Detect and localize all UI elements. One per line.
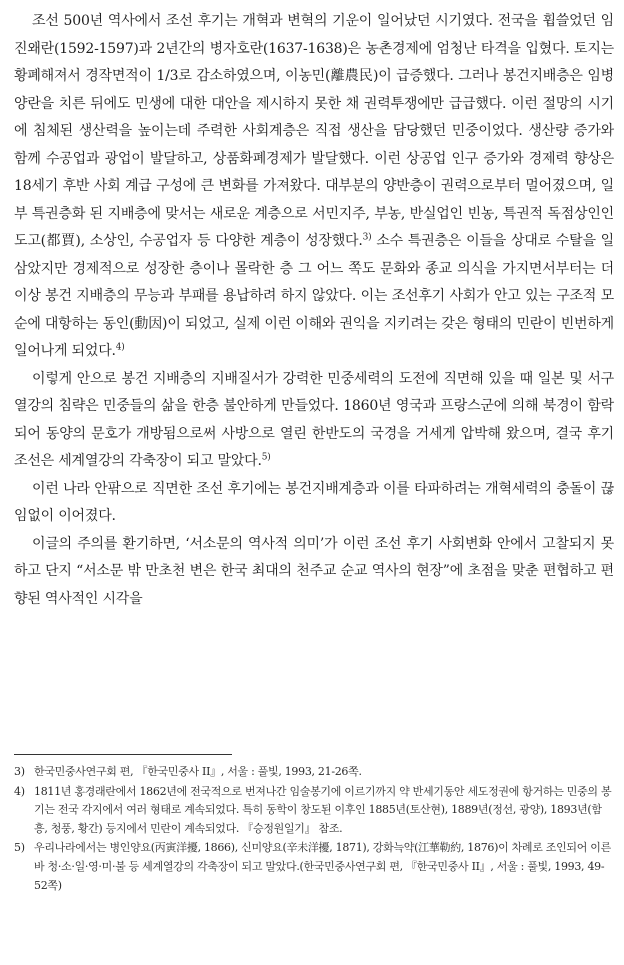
footnote-number: 5) bbox=[14, 841, 25, 855]
paragraph-1 bbox=[14, 8, 614, 366]
footnote-3 bbox=[14, 763, 612, 782]
paragraph-2 bbox=[14, 366, 614, 476]
footnote-5 bbox=[14, 839, 612, 895]
footnote-4 bbox=[14, 783, 612, 839]
footnote-marker-4: 4) bbox=[115, 342, 125, 353]
footnote-text: 한국민중사연구회 편, 『한국민중사 II』, 서울 : 풀빛, 1993, 21-26쪽. bbox=[34, 765, 362, 778]
footnotes bbox=[14, 763, 612, 896]
footnote-text: 1811년 홍경래란에서 1862년에 전국적으로 번져나간 임술봉기에 이르기까지 약 반세기동안 세도정권에 항거하는 민중의 봉기는 전국 각지에서 여러 형태로 계속되었다. 특히 동학이 창도된 이후인 1885년(토산현), 1889년(정선, 광양), 1893년(함흥, 청풍, 황간) 등지에서 민란이 계속되었다. 『승정원일기』 참조. bbox=[34, 784, 612, 835]
main-body bbox=[14, 8, 614, 613]
footnote-marker-5: 5) bbox=[261, 452, 271, 463]
footnote-divider bbox=[14, 754, 232, 755]
footnote-number: 3) bbox=[14, 765, 25, 778]
paragraph-4: 이글의 주의를 환기하면, ‘서소문의 역사적 의미’가 이런 조선 후기 사회변화 안에서 고찰되지 못하고 단지 “서소문 밖 만초천 변은 한국 최대의 천주교 순교 역사의 현장”에 초점을 맞춘 편협하고 편향된 역사적인 시각을 bbox=[14, 535, 614, 607]
footnote-text: 우리나라에서는 병인양요(丙寅洋擾, 1866), 신미양요(辛未洋擾, 1871), 강화늑약(江華勒約, 1876)이 차례로 조인되어 이른바 청·소·일·영·미·불 등 세계열강의 각축장이 되고 말았다.(한국민중사연구회 편, 『한국민중사 II』, 서울 : 풀빛, 1993, 49-52쪽) bbox=[34, 841, 611, 892]
paragraph-3: 이런 나라 안팎으로 직면한 조선 후기에는 봉건지배계층과 이를 타파하려는 개혁세력의 충돌이 끊임없이 이어졌다. bbox=[14, 480, 614, 524]
paragraph-2-text: 이렇게 안으로 봉건 지배층의 지배질서가 강력한 민중세력의 도전에 직면해 있을 때 일본 및 서구 열강의 침략은 민중들의 삶을 한층 불안하게 만들었다. 1860년 영국과 프랑스군에 의해 북경이 함락되어 동양의 문호가 개방됨으로써 사방으로 열린 한반도의 국경을 거세게 압박해 왔으며, 결국 후기 조선은 세계열강의 각축장이 되고 말았다. bbox=[14, 370, 614, 469]
paragraph-1-continued: 소수 특권층은 이들을 상대로 수탈을 일삼았지만 경제적으로 성장한 층이나 몰락한 층 그 어느 쪽도 문화와 종교 의식을 가지면서부터는 더 이상 봉건 지배층의 무능과 부패를 용납하려 하지 않았다. 이는 조선후기 사회가 안고 있는 구조적 모순에 대항하는 동인(動因)이 되었고, 실제 이런 이해와 권익을 지키려는 갖은 형태의 민란이 빈번하게 일어나게 되었다. bbox=[14, 233, 614, 359]
footnote-number: 4) bbox=[14, 784, 25, 798]
footnote-marker-3: 3) bbox=[362, 232, 372, 243]
paragraph-1-text: 조선 500년 역사에서 조선 후기는 개혁과 변혁의 기운이 일어났던 시기였다. 전국을 휩쓸었던 임진왜란(1592-1597)과 2년간의 병자호란(1637-1638)은 농촌경제에 엄청난 타격을 입혔다. 토지는 황폐해져서 경작면적이 1/3로 감소하였으며, 이농민(離農民)이 급증했다. 그러나 봉건지배층은 임병양란을 치른 뒤에도 민생에 대한 대안을 제시하지 못한 채 권력투쟁에만 급급했다. 이런 절망의 시기에 침체된 생산력을 높이는데 주력한 사회계층은 직접 생산을 담당했던 민중이었다. 생산량 증가와 함께 수공업과 광업이 발달하고, 상품화폐경제가 발달했다. 이런 상공업 인구 증가와 경제력 향상은 18세기 후반 사회 계급 구성에 큰 변화를 가져왔다. 대부분의 양반층이 권력으로부터 멀어졌으며, 일부 특권층화 된 지배층에 맞서는 새로운 계층으로 서민지주, 부농, 반실업인 빈농, 특권적 독점상인인 도고(都賈), 소상인, 수공업자 등 다양한 계층이 성장했다. bbox=[14, 13, 614, 249]
